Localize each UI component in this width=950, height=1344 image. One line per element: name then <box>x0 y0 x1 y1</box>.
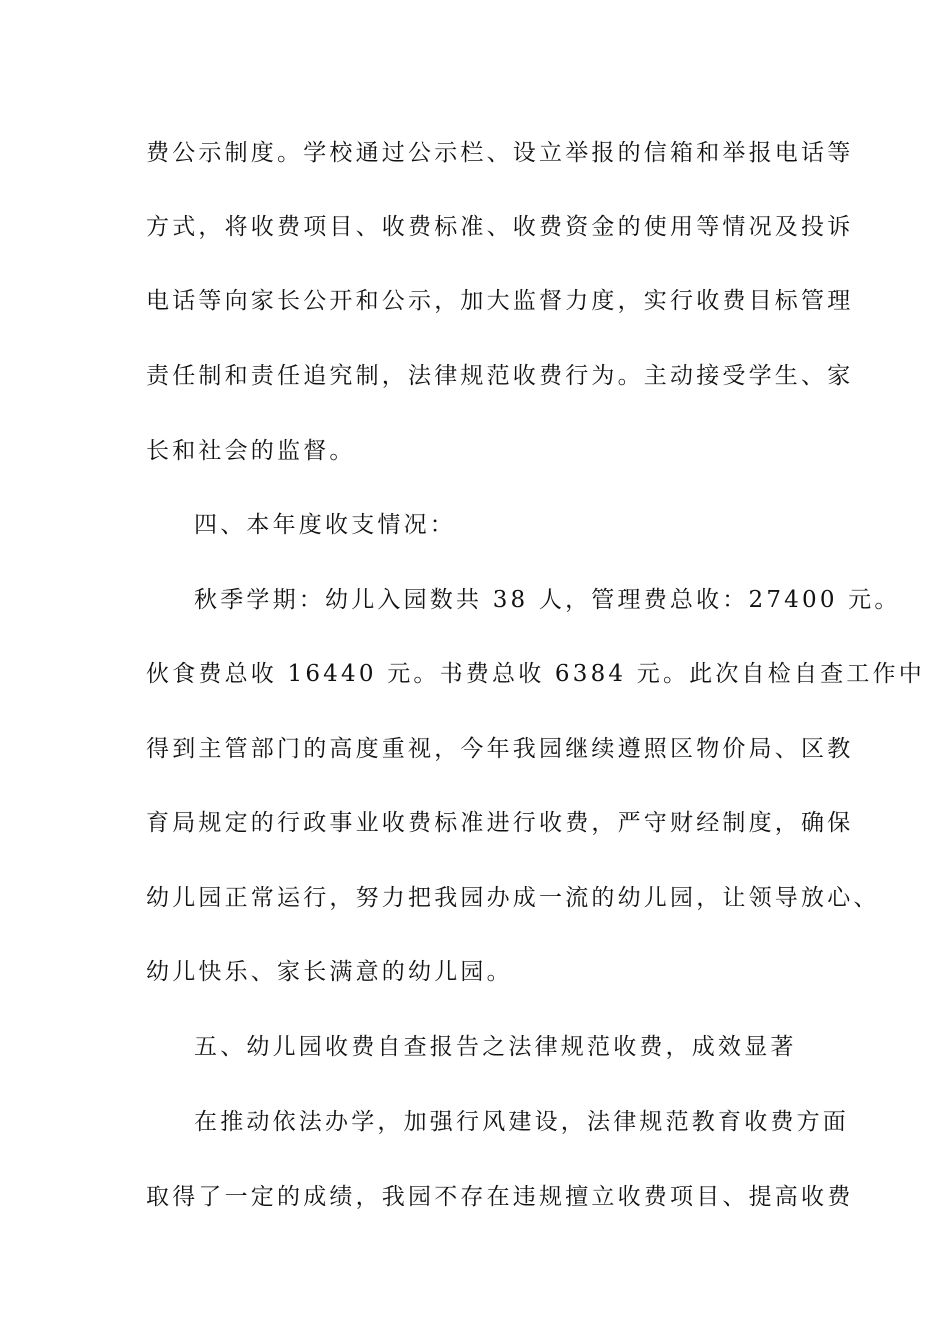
paragraph-line: 幼儿园正常运行，努力把我园办成一流的幼儿园，让领导放心、 <box>146 885 880 911</box>
paragraph-line: 幼儿快乐、家长满意的幼儿园。 <box>146 959 513 985</box>
paragraph-line: 长和社会的监督。 <box>146 438 356 464</box>
paragraph-line: 育局规定的行政事业收费标准进行收费，严守财经制度，确保 <box>146 810 854 836</box>
paragraph-line: 秋季学期：幼儿入园数共 38 人，管理费总收：27400 元。 <box>194 587 901 613</box>
paragraph-line: 得到主管部门的高度重视，今年我园继续遵照区物价局、区教 <box>146 736 854 762</box>
paragraph-line: 责任制和责任追究制，法律规范收费行为。主动接受学生、家 <box>146 363 854 389</box>
paragraph-line: 电话等向家长公开和公示，加大监督力度，实行收费目标管理 <box>146 288 854 314</box>
paragraph-line: 在推动依法办学，加强行风建设，法律规范教育收费方面 <box>194 1109 849 1135</box>
paragraph-line: 方式，将收费项目、收费标准、收费资金的使用等情况及投诉 <box>146 214 854 240</box>
section-heading: 五、幼儿园收费自查报告之法律规范收费，成效显著 <box>194 1034 797 1060</box>
paragraph-line: 取得了一定的成绩，我园不存在违规擅立收费项目、提高收费 <box>146 1184 854 1210</box>
paragraph-line: 伙食费总收 16440 元。书费总收 6384 元。此次自检自查工作中 <box>146 661 925 687</box>
section-heading: 四、本年度收支情况： <box>194 512 456 538</box>
paragraph-line: 费公示制度。学校通过公示栏、设立举报的信箱和举报电话等 <box>146 140 854 166</box>
